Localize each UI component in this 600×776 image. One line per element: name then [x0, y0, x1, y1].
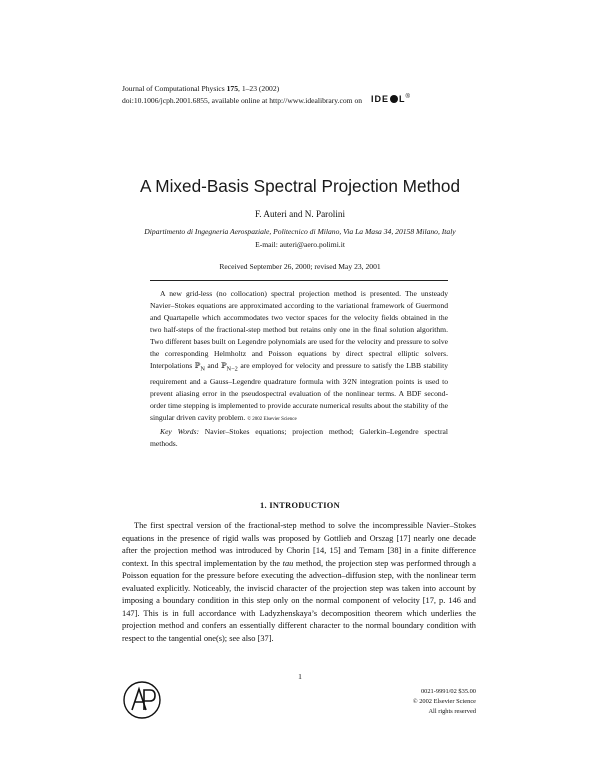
author-email: E-mail: auteri@aero.polimi.it [255, 240, 345, 249]
paper-authors: F. Auteri and N. Parolini [254, 209, 346, 219]
author-affiliation: Dipartimento di Ingegneria Aerospaziale, Politecnico di Milano, Via La Masa 34, 20158 Milano, Italy [144, 227, 456, 236]
abstract [150, 288, 448, 450]
keywords: Key Words: Navier–Stokes equations; projection method; Galerkin–Legendre spectral methods. [150, 427, 448, 449]
doi-line: doi:10.1006/jcph.2001.6855, available online at http://www.idealibrary.com on [122, 96, 363, 105]
footer-copyright: © 2002 Elsevier Science [412, 698, 476, 705]
rights-reserved: All rights reserved [428, 708, 476, 715]
ideal-logo: IDE L® [371, 94, 411, 104]
ideal-trademark: ® [405, 94, 411, 100]
paper-title: A Mixed-Basis Spectral Projection Method [139, 176, 461, 196]
abstract-copyright: © 2002 Elsevier Science [247, 416, 297, 422]
ideal-logo-mark-icon [390, 95, 398, 103]
journal-citation: Journal of Computational Physics 175, 1–23 (2002) [122, 84, 280, 93]
issn-price: 0021-9991/02 $35.00 [420, 688, 476, 695]
journal-header [122, 83, 362, 107]
intro-body [122, 520, 476, 645]
intro-paragraph: The first spectral version of the fractional-step method to solve the incompressible Navier–Stokes equations in the presence of rigid walls was proposed by Gottlieb and Orszag [17] nearly one decade after the projection method was introduced by Chorin [14, 15] and Temam [38] in a finite difference context. In this spectral implementation by the tau method, the projection step was performed through a Poisson equation for the pressure before executing the advection–diffusion step, with the nonlinear term evaluated explicitly. Noticeably, the inviscid character of the projection step was taken into account by imposing a boundary condition in this step only on the normal component of velocity [17, p. 146 and 147]. This is in full accordance with Ladyzhenskaya’s decomposition theorem which underlies the projection method and confers an essentially different character to the normal boundary condition with respect to the tangential one(s); see also [37]. [122, 521, 476, 643]
publisher-ap-logo-icon [122, 680, 162, 720]
journal-volume: 175 [226, 84, 239, 93]
received-dates: Received September 26, 2000; revised May 23, 2001 [219, 262, 381, 271]
section-heading: 1. INTRODUCTION [260, 501, 340, 510]
publisher-info [380, 687, 476, 717]
abstract-divider [150, 280, 448, 281]
page-number: 1 [298, 672, 302, 681]
abstract-text: A new grid-less (no collocation) spectral projection method is presented. The unsteady Navier–Stokes equations are approximated according to the variational framework of Guermond and Quartapelle which accommodates two vector spaces for the velocity fields obtained in the two half-steps of the fractional-step method but retains only one in the final solution algorithm. Two different bases built on Legendre polynomials are used for the velocity and pressure to solve the corresponding Helmholtz and Poisson equations by direct spectral elliptic solvers. Interpolations ℙ$_N$ and ℙ$_{N-2}$ are employed for velocity and pressure to satisfy the LBB stability requirement and a Gauss–Legendre quadrature formula with 3⁄2N integration points is used to prevent aliasing error in the pseudospectral evaluation of the nonlinear terms. A BDF second-order time stepping is implemented to provide accurate numerical results about the stability of the singular driven cavity problem. © 2002 Elsevier Science [150, 289, 448, 422]
